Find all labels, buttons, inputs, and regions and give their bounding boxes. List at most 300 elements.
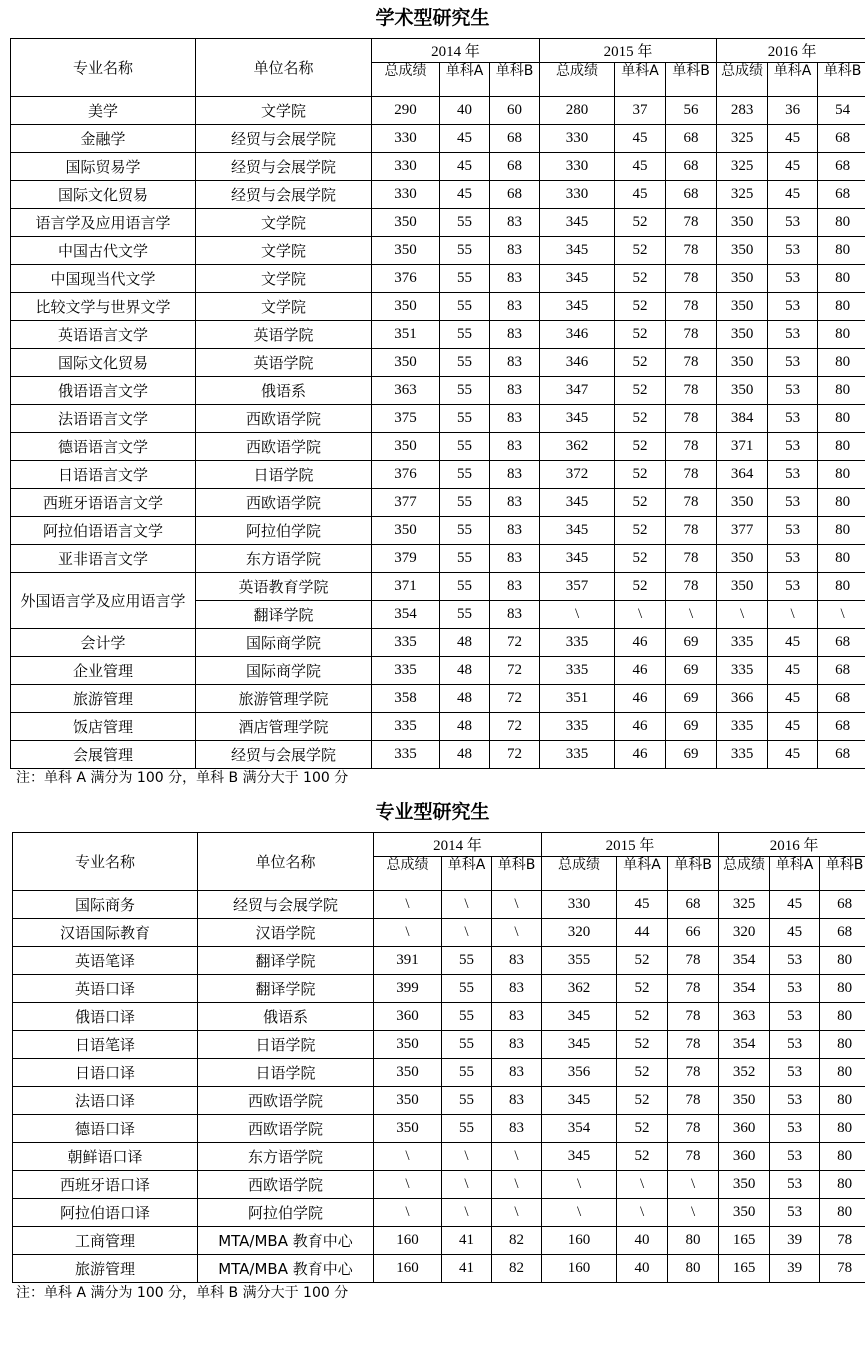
score-cell: 78 bbox=[668, 975, 719, 1003]
table-row bbox=[13, 1171, 865, 1199]
score-cell: 360 bbox=[719, 1115, 770, 1143]
score-cell: 69 bbox=[666, 657, 717, 685]
score-cell: 52 bbox=[617, 1087, 668, 1115]
score-cell: 325 bbox=[717, 153, 768, 181]
header-year-0: 2014 年 bbox=[372, 39, 540, 63]
major-cell: 朝鲜语口译 bbox=[13, 1143, 198, 1171]
score-cell: 45 bbox=[770, 919, 820, 947]
score-cell: 78 bbox=[666, 517, 717, 545]
table-row bbox=[11, 321, 865, 349]
header-row-years bbox=[13, 833, 865, 857]
major-cell: 中国现当代文学 bbox=[11, 265, 196, 293]
score-cell: 78 bbox=[666, 433, 717, 461]
score-cell: 80 bbox=[818, 209, 865, 237]
unit-cell: 国际商学院 bbox=[196, 657, 372, 685]
score-cell: 52 bbox=[615, 461, 666, 489]
score-cell: 80 bbox=[668, 1255, 719, 1283]
score-cell: 53 bbox=[768, 237, 818, 265]
major-cell: 企业管理 bbox=[11, 657, 196, 685]
score-cell: 45 bbox=[440, 125, 490, 153]
score-cell: 46 bbox=[615, 657, 666, 685]
score-cell: 358 bbox=[372, 685, 440, 713]
score-cell: \ bbox=[374, 1143, 442, 1171]
score-cell: 160 bbox=[374, 1255, 442, 1283]
score-cell: 56 bbox=[666, 97, 717, 125]
score-cell: 80 bbox=[820, 1003, 865, 1031]
major-cell: 法语口译 bbox=[13, 1087, 198, 1115]
score-cell: 68 bbox=[820, 891, 865, 919]
score-cell: 80 bbox=[818, 405, 865, 433]
major-cell: 英语语言文学 bbox=[11, 321, 196, 349]
score-cell: 69 bbox=[666, 741, 717, 769]
score-cell: 53 bbox=[768, 517, 818, 545]
score-cell: 72 bbox=[490, 713, 540, 741]
score-cell: 345 bbox=[542, 1087, 617, 1115]
major-cell: 日语语言文学 bbox=[11, 461, 196, 489]
header-major: 专业名称 bbox=[11, 39, 196, 97]
score-cell: 165 bbox=[719, 1255, 770, 1283]
score-cell: \ bbox=[818, 601, 865, 629]
score-cell: 384 bbox=[717, 405, 768, 433]
score-cell: 55 bbox=[442, 975, 492, 1003]
score-cell: \ bbox=[668, 1199, 719, 1227]
score-cell: 41 bbox=[442, 1255, 492, 1283]
score-cell: 52 bbox=[617, 1115, 668, 1143]
score-cell: 335 bbox=[717, 629, 768, 657]
score-cell: 362 bbox=[540, 433, 615, 461]
score-cell: 80 bbox=[820, 1115, 865, 1143]
score-cell: 53 bbox=[770, 1059, 820, 1087]
score-cell: 68 bbox=[490, 181, 540, 209]
score-cell: 330 bbox=[372, 153, 440, 181]
score-cell: 80 bbox=[820, 1059, 865, 1087]
score-cell: 351 bbox=[372, 321, 440, 349]
unit-cell: 翻译学院 bbox=[196, 601, 372, 629]
score-cell: 55 bbox=[440, 601, 490, 629]
score-cell: 52 bbox=[617, 975, 668, 1003]
unit-cell: 文学院 bbox=[196, 293, 372, 321]
unit-cell: 文学院 bbox=[196, 265, 372, 293]
score-cell: 350 bbox=[372, 293, 440, 321]
unit-cell: 英语教育学院 bbox=[196, 573, 372, 601]
score-cell: 69 bbox=[666, 685, 717, 713]
major-cell: 日语笔译 bbox=[13, 1031, 198, 1059]
unit-cell: 翻译学院 bbox=[198, 975, 374, 1003]
score-cell: 83 bbox=[490, 237, 540, 265]
score-cell: 53 bbox=[770, 947, 820, 975]
unit-cell: 俄语系 bbox=[198, 1003, 374, 1031]
score-cell: 53 bbox=[770, 975, 820, 1003]
score-cell: \ bbox=[492, 1171, 542, 1199]
score-cell: 83 bbox=[490, 461, 540, 489]
score-cell: 377 bbox=[372, 489, 440, 517]
score-cell: 55 bbox=[442, 1031, 492, 1059]
unit-cell: MTA/MBA 教育中心 bbox=[198, 1255, 374, 1283]
score-cell: 36 bbox=[768, 97, 818, 125]
score-cell: 80 bbox=[820, 975, 865, 1003]
major-cell: 旅游管理 bbox=[11, 685, 196, 713]
score-cell: 55 bbox=[440, 461, 490, 489]
score-cell: 80 bbox=[818, 293, 865, 321]
score-cell: 83 bbox=[492, 1059, 542, 1087]
table-row bbox=[13, 1255, 865, 1283]
score-cell: 55 bbox=[440, 265, 490, 293]
score-cell: 45 bbox=[768, 657, 818, 685]
score-cell: 55 bbox=[442, 1115, 492, 1143]
score-cell: 78 bbox=[668, 1059, 719, 1087]
score-cell: 55 bbox=[442, 947, 492, 975]
header-sub-0: 总成绩 bbox=[540, 63, 615, 97]
table-row bbox=[13, 919, 865, 947]
score-cell: 55 bbox=[442, 1003, 492, 1031]
score-cell: 83 bbox=[490, 601, 540, 629]
score-cell: 39 bbox=[770, 1227, 820, 1255]
score-cell: 350 bbox=[372, 433, 440, 461]
score-cell: \ bbox=[666, 601, 717, 629]
table-row bbox=[11, 461, 865, 489]
header-sub-0: 总成绩 bbox=[372, 63, 440, 97]
unit-cell: 英语学院 bbox=[196, 321, 372, 349]
major-cell: 亚非语言文学 bbox=[11, 545, 196, 573]
score-cell: 68 bbox=[666, 125, 717, 153]
score-cell: 80 bbox=[818, 265, 865, 293]
score-cell: 345 bbox=[540, 545, 615, 573]
table-row bbox=[13, 891, 865, 919]
score-cell: \ bbox=[492, 1199, 542, 1227]
score-cell: 376 bbox=[372, 265, 440, 293]
score-cell: 45 bbox=[615, 181, 666, 209]
score-cell: 363 bbox=[719, 1003, 770, 1031]
major-cell: 工商管理 bbox=[13, 1227, 198, 1255]
major-cell: 德语口译 bbox=[13, 1115, 198, 1143]
header-sub-0: 总成绩 bbox=[719, 857, 770, 891]
score-cell: 53 bbox=[768, 489, 818, 517]
unit-cell: 经贸与会展学院 bbox=[196, 741, 372, 769]
score-cell: 45 bbox=[768, 713, 818, 741]
major-cell: 饭店管理 bbox=[11, 713, 196, 741]
score-cell: 82 bbox=[492, 1227, 542, 1255]
score-cell: 362 bbox=[542, 975, 617, 1003]
table-row bbox=[11, 573, 865, 601]
score-cell: \ bbox=[617, 1171, 668, 1199]
major-cell: 语言学及应用语言学 bbox=[11, 209, 196, 237]
score-cell: \ bbox=[374, 891, 442, 919]
unit-cell: 东方语学院 bbox=[198, 1143, 374, 1171]
header-sub-0: 总成绩 bbox=[542, 857, 617, 891]
score-cell: 350 bbox=[374, 1059, 442, 1087]
header-sub-0: 总成绩 bbox=[374, 857, 442, 891]
score-cell: 78 bbox=[666, 545, 717, 573]
score-cell: 350 bbox=[372, 517, 440, 545]
score-cell: 355 bbox=[542, 947, 617, 975]
score-cell: 354 bbox=[719, 1031, 770, 1059]
major-cell: 德语语言文学 bbox=[11, 433, 196, 461]
score-cell: 80 bbox=[818, 237, 865, 265]
score-cell: 363 bbox=[372, 377, 440, 405]
score-cell: 354 bbox=[719, 975, 770, 1003]
score-cell: 78 bbox=[668, 947, 719, 975]
score-cell: 46 bbox=[615, 629, 666, 657]
score-cell: 347 bbox=[540, 377, 615, 405]
table-row bbox=[13, 947, 865, 975]
score-cell: 72 bbox=[490, 629, 540, 657]
score-cell: 391 bbox=[374, 947, 442, 975]
score-cell: 55 bbox=[440, 545, 490, 573]
score-cell: 280 bbox=[540, 97, 615, 125]
unit-cell: 西欧语学院 bbox=[198, 1087, 374, 1115]
score-cell: 45 bbox=[768, 125, 818, 153]
unit-cell: 西欧语学院 bbox=[196, 489, 372, 517]
score-cell: 68 bbox=[818, 657, 865, 685]
score-cell: 55 bbox=[440, 433, 490, 461]
score-cell: \ bbox=[442, 891, 492, 919]
major-cell: 阿拉伯语语言文学 bbox=[11, 517, 196, 545]
unit-cell: MTA/MBA 教育中心 bbox=[198, 1227, 374, 1255]
table-row bbox=[13, 1115, 865, 1143]
score-cell: 350 bbox=[372, 349, 440, 377]
unit-cell: 文学院 bbox=[196, 209, 372, 237]
score-cell: 350 bbox=[374, 1031, 442, 1059]
score-cell: 52 bbox=[615, 321, 666, 349]
score-cell: 39 bbox=[770, 1255, 820, 1283]
score-cell: 80 bbox=[818, 349, 865, 377]
score-cell: 53 bbox=[768, 405, 818, 433]
score-cell: 83 bbox=[492, 947, 542, 975]
header-sub-2: 单科B bbox=[490, 63, 540, 97]
table-row bbox=[11, 181, 865, 209]
score-cell: 345 bbox=[540, 237, 615, 265]
score-cell: 350 bbox=[374, 1115, 442, 1143]
header-sub-1: 单科A bbox=[442, 857, 492, 891]
score-cell: 52 bbox=[615, 349, 666, 377]
score-cell: \ bbox=[442, 1199, 492, 1227]
score-cell: 72 bbox=[490, 741, 540, 769]
major-cell: 国际贸易学 bbox=[11, 153, 196, 181]
score-cell: 55 bbox=[440, 489, 490, 517]
table-row bbox=[13, 1003, 865, 1031]
score-cell: 52 bbox=[617, 1143, 668, 1171]
score-cell: 352 bbox=[719, 1059, 770, 1087]
score-cell: 53 bbox=[770, 1143, 820, 1171]
score-cell: 69 bbox=[666, 629, 717, 657]
score-cell: 330 bbox=[542, 891, 617, 919]
score-cell: 78 bbox=[666, 321, 717, 349]
header-year-1: 2015 年 bbox=[540, 39, 717, 63]
score-cell: \ bbox=[492, 919, 542, 947]
score-cell: \ bbox=[542, 1171, 617, 1199]
score-cell: 52 bbox=[617, 1059, 668, 1087]
score-cell: 52 bbox=[615, 573, 666, 601]
score-cell: 78 bbox=[666, 377, 717, 405]
score-cell: 52 bbox=[617, 1031, 668, 1059]
table-row bbox=[11, 293, 865, 321]
score-cell: 165 bbox=[719, 1227, 770, 1255]
score-cell: 366 bbox=[717, 685, 768, 713]
score-cell: 53 bbox=[770, 1199, 820, 1227]
score-cell: 53 bbox=[768, 573, 818, 601]
score-cell: 399 bbox=[374, 975, 442, 1003]
score-cell: 357 bbox=[540, 573, 615, 601]
score-cell: 45 bbox=[615, 153, 666, 181]
table-row bbox=[11, 741, 865, 769]
score-cell: 80 bbox=[668, 1227, 719, 1255]
score-cell: 68 bbox=[818, 125, 865, 153]
score-cell: \ bbox=[615, 601, 666, 629]
score-cell: 83 bbox=[490, 545, 540, 573]
major-cell: 会计学 bbox=[11, 629, 196, 657]
score-cell: \ bbox=[668, 1171, 719, 1199]
major-cell: 比较文学与世界文学 bbox=[11, 293, 196, 321]
score-cell: 325 bbox=[719, 891, 770, 919]
score-cell: \ bbox=[374, 1171, 442, 1199]
score-cell: 52 bbox=[615, 265, 666, 293]
table-row bbox=[11, 125, 865, 153]
score-cell: 350 bbox=[372, 209, 440, 237]
score-cell: \ bbox=[768, 601, 818, 629]
score-cell: 52 bbox=[615, 405, 666, 433]
header-sub-1: 单科A bbox=[768, 63, 818, 97]
table-row bbox=[13, 1087, 865, 1115]
score-cell: 80 bbox=[818, 489, 865, 517]
table-row bbox=[11, 377, 865, 405]
major-cell: 日语口译 bbox=[13, 1059, 198, 1087]
score-cell: 78 bbox=[668, 1115, 719, 1143]
score-cell: 45 bbox=[440, 153, 490, 181]
major-cell: 旅游管理 bbox=[13, 1255, 198, 1283]
score-cell: 350 bbox=[717, 573, 768, 601]
score-cell: 52 bbox=[617, 1003, 668, 1031]
score-cell: 83 bbox=[490, 265, 540, 293]
score-cell: 335 bbox=[540, 741, 615, 769]
score-cell: 78 bbox=[820, 1255, 865, 1283]
score-cell: 80 bbox=[818, 377, 865, 405]
table-row bbox=[11, 545, 865, 573]
score-cell: 45 bbox=[768, 629, 818, 657]
score-cell: 78 bbox=[668, 1003, 719, 1031]
score-cell: 55 bbox=[442, 1087, 492, 1115]
score-cell: 53 bbox=[768, 293, 818, 321]
score-cell: 83 bbox=[492, 1115, 542, 1143]
score-cell: 55 bbox=[440, 377, 490, 405]
header-year-2: 2016 年 bbox=[719, 833, 865, 857]
unit-cell: 经贸与会展学院 bbox=[198, 891, 374, 919]
score-cell: 37 bbox=[615, 97, 666, 125]
table-row bbox=[11, 713, 865, 741]
score-cell: 83 bbox=[490, 293, 540, 321]
score-cell: 80 bbox=[820, 1143, 865, 1171]
score-cell: 350 bbox=[717, 377, 768, 405]
score-cell: 330 bbox=[540, 125, 615, 153]
score-cell: 55 bbox=[440, 349, 490, 377]
major-cell: 英语笔译 bbox=[13, 947, 198, 975]
table-row bbox=[11, 237, 865, 265]
major-cell: 中国古代文学 bbox=[11, 237, 196, 265]
score-cell: 160 bbox=[542, 1255, 617, 1283]
score-cell: 350 bbox=[717, 265, 768, 293]
score-cell: 83 bbox=[490, 209, 540, 237]
score-cell: 52 bbox=[615, 433, 666, 461]
score-cell: 52 bbox=[615, 517, 666, 545]
header-year-1: 2015 年 bbox=[542, 833, 719, 857]
header-unit: 单位名称 bbox=[196, 39, 372, 97]
major-cell: 国际商务 bbox=[13, 891, 198, 919]
score-cell: 53 bbox=[770, 1087, 820, 1115]
unit-cell: 日语学院 bbox=[198, 1031, 374, 1059]
unit-cell: 日语学院 bbox=[196, 461, 372, 489]
score-cell: 78 bbox=[666, 461, 717, 489]
score-cell: 78 bbox=[666, 405, 717, 433]
score-cell: 350 bbox=[717, 237, 768, 265]
score-cell: 78 bbox=[666, 349, 717, 377]
score-cell: 330 bbox=[372, 181, 440, 209]
score-cell: \ bbox=[540, 601, 615, 629]
score-cell: 46 bbox=[615, 713, 666, 741]
score-cell: 53 bbox=[768, 265, 818, 293]
major-cell: 俄语语言文学 bbox=[11, 377, 196, 405]
score-cell: 78 bbox=[666, 209, 717, 237]
score-cell: 55 bbox=[440, 293, 490, 321]
score-cell: 40 bbox=[440, 97, 490, 125]
score-cell: 80 bbox=[818, 573, 865, 601]
score-cell: 80 bbox=[820, 1171, 865, 1199]
score-cell: 80 bbox=[820, 1087, 865, 1115]
score-cell: 82 bbox=[492, 1255, 542, 1283]
score-cell: 55 bbox=[440, 573, 490, 601]
score-cell: 53 bbox=[768, 545, 818, 573]
score-cell: 160 bbox=[542, 1227, 617, 1255]
score-cell: 60 bbox=[490, 97, 540, 125]
score-cell: 83 bbox=[490, 517, 540, 545]
score-cell: \ bbox=[442, 1143, 492, 1171]
score-cell: 283 bbox=[717, 97, 768, 125]
score-cell: 346 bbox=[540, 321, 615, 349]
score-cell: 68 bbox=[818, 629, 865, 657]
score-cell: 83 bbox=[490, 433, 540, 461]
score-cell: 80 bbox=[818, 433, 865, 461]
score-cell: 68 bbox=[490, 153, 540, 181]
unit-cell: 东方语学院 bbox=[196, 545, 372, 573]
unit-cell: 阿拉伯学院 bbox=[196, 517, 372, 545]
score-cell: 325 bbox=[717, 181, 768, 209]
score-cell: 325 bbox=[717, 125, 768, 153]
score-cell: 371 bbox=[717, 433, 768, 461]
header-row-years bbox=[11, 39, 865, 63]
score-cell: 354 bbox=[719, 947, 770, 975]
score-cell: \ bbox=[492, 891, 542, 919]
score-cell: 371 bbox=[372, 573, 440, 601]
score-cell: 45 bbox=[770, 891, 820, 919]
score-cell: 52 bbox=[615, 209, 666, 237]
score-cell: 45 bbox=[768, 153, 818, 181]
score-cell: 335 bbox=[717, 713, 768, 741]
score-cell: 335 bbox=[540, 713, 615, 741]
unit-cell: 西欧语学院 bbox=[196, 405, 372, 433]
score-cell: 290 bbox=[372, 97, 440, 125]
table-row bbox=[11, 657, 865, 685]
header-year-2: 2016 年 bbox=[717, 39, 865, 63]
professional-score-table bbox=[12, 832, 865, 1283]
unit-cell: 西欧语学院 bbox=[196, 433, 372, 461]
score-cell: 68 bbox=[666, 153, 717, 181]
professional-table-note: 注：单科 A 满分为 100 分，单科 B 满分大于 100 分 bbox=[16, 1285, 349, 1301]
score-cell: 40 bbox=[617, 1255, 668, 1283]
score-cell: 335 bbox=[717, 741, 768, 769]
unit-cell: 经贸与会展学院 bbox=[196, 181, 372, 209]
score-cell: 83 bbox=[490, 489, 540, 517]
table-row bbox=[11, 489, 865, 517]
unit-cell: 日语学院 bbox=[198, 1059, 374, 1087]
score-cell: 320 bbox=[719, 919, 770, 947]
